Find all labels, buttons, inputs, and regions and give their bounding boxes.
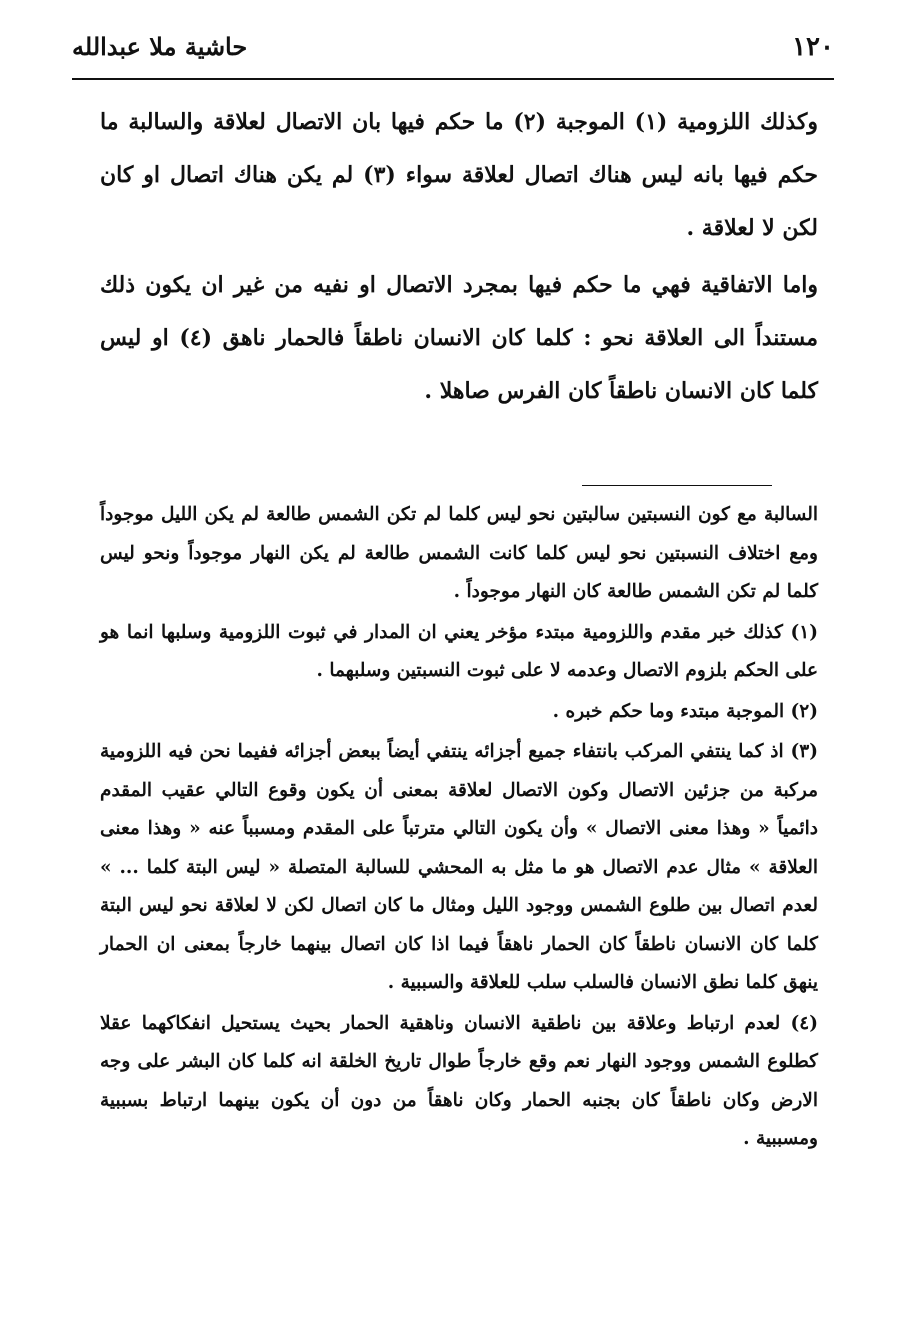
page-header <box>72 28 834 68</box>
footnote-2: (٢) الموجبة مبتدء وما حكم خبره . <box>552 700 818 722</box>
main-paragraph: وكذلك اللزومية (١) الموجبة (٢) ما حكم فيها بان الاتصال لعلاقة والسالبة ما حكم فيها بانه ليس هناك اتصال لعلاقة سواء (٣) لم يكن هناك اتصال او كان لكن لا لعلاقة . <box>100 109 819 241</box>
main-text <box>100 96 818 418</box>
footnote-1: (١) كذلك خبر مقدم واللزومية مبتدء مؤخر يعني ان المدار في ثبوت اللزومية وسلبها انما هو على الحكم بلزوم الاتصال وعدمه لا على ثبوت النسبتين وسلبهما . <box>100 621 818 681</box>
footnote-4: (٤) لعدم ارتباط وعلاقة بين ناطقية الانسان وناهقية الحمار بحيث يستحيل انفكاكهما عقلا كطلوع الشمس ووجود النهار نعم وقع خارجاً طوال تاريخ الخلقة انه كلما كان البشر على وجه الارض وكان ناطقاً كان بجنبه الحمار وكان ناهقاً من دون أن يكون بينهما ارتباط بسببية ومسببية . <box>100 1012 818 1149</box>
header-divider <box>72 78 834 80</box>
running-title: حاشية ملا عبدالله <box>72 32 248 61</box>
footnote-separator <box>582 485 772 486</box>
footnotes <box>100 496 818 1159</box>
footnote-continuation: السالبة مع كون النسبتين سالبتين نحو ليس كلما لم تكن الشمس طالعة لم يكن الليل موجوداً ومع اختلاف النسبتين نحو ليس كلما كانت الشمس طالعة لم يكن النهار موجوداً ونحو ليس كلما لم تكن الشمس طالعة كان النهار موجوداً . <box>100 504 818 602</box>
page-number: ١٢٠ <box>792 32 834 62</box>
main-paragraph: واما الاتفاقية فهي ما حكم فيها بمجرد الاتصال او نفيه من غير ان يكون ذلك مستنداً الى العلاقة نحو : كلما كان الانسان ناطقاً فالحمار ناهق (٤) او ليس كلما كان الانسان ناطقاً كان الفرس صاهلا . <box>100 272 818 404</box>
footnote-3: (٣) اذ كما ينتفي المركب بانتفاء جميع أجزائه ينتفي أيضاً ببعض أجزائه ففيما نحن فيه اللزومية مركبة من جزئين الاتصال وكون الاتصال لعلاقة بمعنى أن يكون وقوع التالي عقيب المقدم دائمياً « وهذا معنى الاتصال » وأن يكون التالي مترتباً على المقدم ومسبباً عنه « وهذا معنى العلاقة » مثال عدم الاتصال هو ما مثل به المحشي للسالبة المتصلة « ليس البتة كلما ... » لعدم اتصال بين طلوع الشمس ووجود الليل ومثال ما كان اتصال لكن لا لعلاقة نحو ليس البتة كلما كان الانسان ناطقاً كان الحمار ناهقاً فيما اذا كان اتصال بينهما خارجاً بمعنى ان الحمار ينهق كلما نطق الانسان فالسلب سلب للعلاقة والسببية . <box>100 741 818 993</box>
